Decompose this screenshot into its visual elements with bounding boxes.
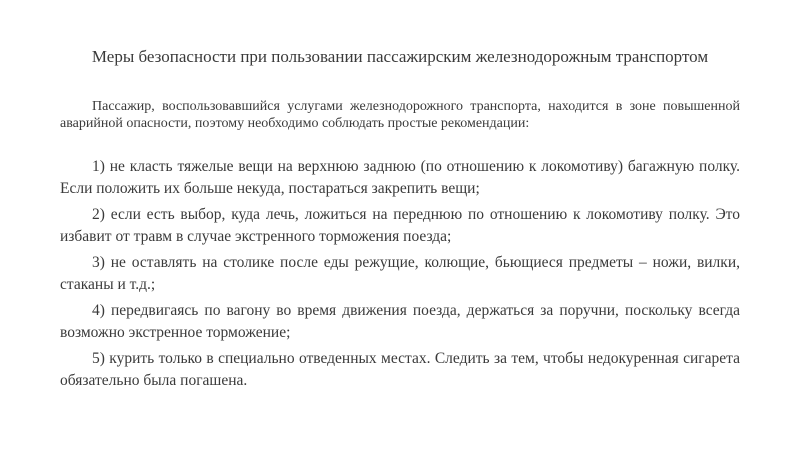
- list-item: 1) не класть тяжелые вещи на верхнюю заднюю (по отношению к локомотиву) багажную полку. Если положить их больше некуда, постараться закрепить вещи;: [60, 158, 740, 197]
- recommendations-list: [60, 156, 740, 396]
- intro-paragraph: Пассажир, воспользовавшийся услугами железнодорожного транспорта, находится в зоне повышенной аварийной опасности, поэтому необходимо соблюдать простые рекомендации:: [60, 99, 740, 131]
- list-item: 4) передвигаясь по вагону во время движения поезда, держаться за поручни, поскольку всегда возможно экстренное торможение;: [60, 302, 740, 341]
- page-title: Меры безопасности при пользовании пассажирским железнодорожным транспортом: [91, 47, 709, 66]
- list-item: 3) не оставлять на столике после еды режущие, колющие, бьющиеся предметы – ножи, вилки, стаканы и т.д.;: [60, 254, 740, 293]
- list-item: 5) курить только в специально отведенных местах. Следить за тем, чтобы недокуренная сигарета обязательно была погашена.: [60, 350, 740, 389]
- list-item: 2) если есть выбор, куда лечь, ложиться на переднюю по отношению к локомотиву полку. Это избавит от травм в случае экстренного торможения поезда;: [60, 206, 740, 245]
